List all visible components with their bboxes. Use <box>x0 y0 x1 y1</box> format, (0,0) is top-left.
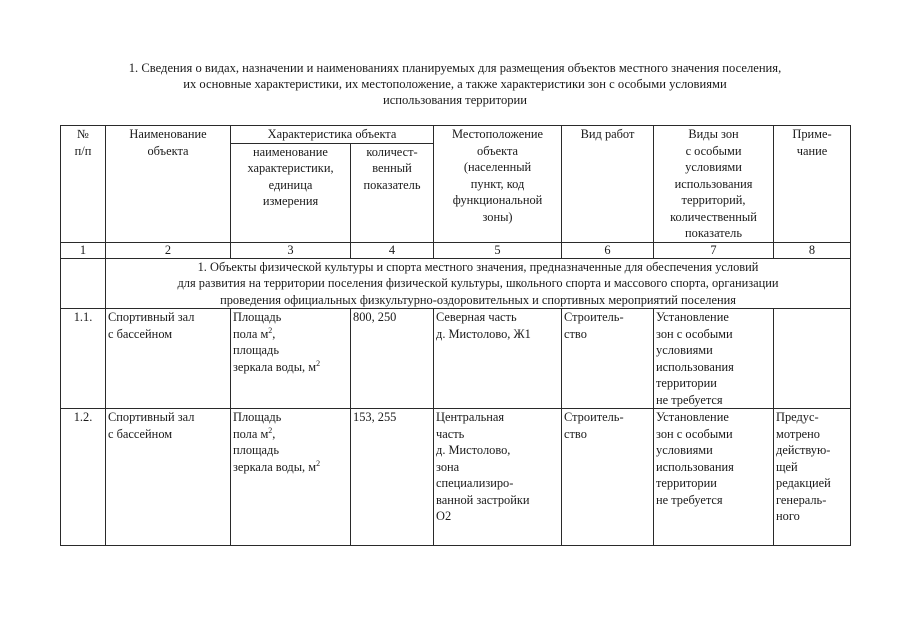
header-note: Приме- чание <box>774 126 851 243</box>
row-object-name: Спортивный зал с бассейном <box>106 309 231 409</box>
section-empty-cell <box>61 258 106 309</box>
column-number: 7 <box>654 242 774 258</box>
column-number: 2 <box>106 242 231 258</box>
column-numbers-row <box>61 242 851 258</box>
table-row <box>61 409 851 546</box>
header-object-characteristics: Характеристика объекта <box>231 126 434 144</box>
row-note: Предус- мотрено действую- щей редакцией генераль- ного <box>774 409 851 546</box>
row-location: Северная часть д. Мистолово, Ж1 <box>434 309 562 409</box>
header-location: Местоположение объекта (населенный пункт, код функциональной зоны) <box>434 126 562 243</box>
row-quantity: 153, 255 <box>351 409 434 546</box>
section-heading: 1. Объекты физической культуры и спорта местного значения, предназначенные для обеспечения условий для развития на территории поселения физической культуры, школьного спорта и массового спорта, организации проведения официальных физкультурно-оздоровительных и спортивных мероприятий поселения <box>106 258 851 309</box>
section-row <box>61 258 851 309</box>
column-number: 3 <box>231 242 351 258</box>
row-object-name: Спортивный зал с бассейном <box>106 409 231 546</box>
title-line-2: их основные характеристики, их местоположение, а также характеристики зон с особыми условиями <box>183 77 727 91</box>
column-number: 1 <box>61 242 106 258</box>
row-number: 1.2. <box>61 409 106 546</box>
objects-table <box>60 125 851 546</box>
column-number: 4 <box>351 242 434 258</box>
row-number: 1.1. <box>61 309 106 409</box>
row-characteristic-name: Площадь пола $м^2$, площадь зеркала воды, $м^2$ <box>231 309 351 409</box>
row-characteristic-name: Площадь пола $м^2$, площадь зеркала воды, $м^2$ <box>231 409 351 546</box>
column-number: 6 <box>562 242 654 258</box>
row-work-type: Строитель- ство <box>562 409 654 546</box>
title-line-3: использования территории <box>382 93 528 107</box>
header-object-name: Наименование объекта <box>106 126 231 243</box>
row-special-zones: Установление зон с особыми условиями использования территории не требуется <box>654 409 774 546</box>
row-work-type: Строитель- ство <box>562 309 654 409</box>
header-characteristic-name: наименование характеристики, единица измерения <box>231 143 351 242</box>
row-quantity: 800, 250 <box>351 309 434 409</box>
row-note <box>774 309 851 409</box>
header-work-type: Вид работ <box>562 126 654 243</box>
header-row-1 <box>61 126 851 144</box>
column-number: 5 <box>434 242 562 258</box>
row-location: Центральная часть д. Мистолово, зона специализиро- ванной застройки О2 <box>434 409 562 546</box>
document-title <box>60 60 850 108</box>
header-special-zones: Виды зон с особыми условиями использования территорий, количественный показатель <box>654 126 774 243</box>
header-quantity: количест- венный показатель <box>351 143 434 242</box>
header-number: № п/п <box>61 126 106 243</box>
title-line-1: 1. Сведения о видах, назначении и наименованиях планируемых для размещения объектов местного значения поселения, <box>128 61 782 75</box>
row-special-zones: Установление зон с особыми условиями использования территории не требуется <box>654 309 774 409</box>
column-number: 8 <box>774 242 851 258</box>
table-row <box>61 309 851 409</box>
